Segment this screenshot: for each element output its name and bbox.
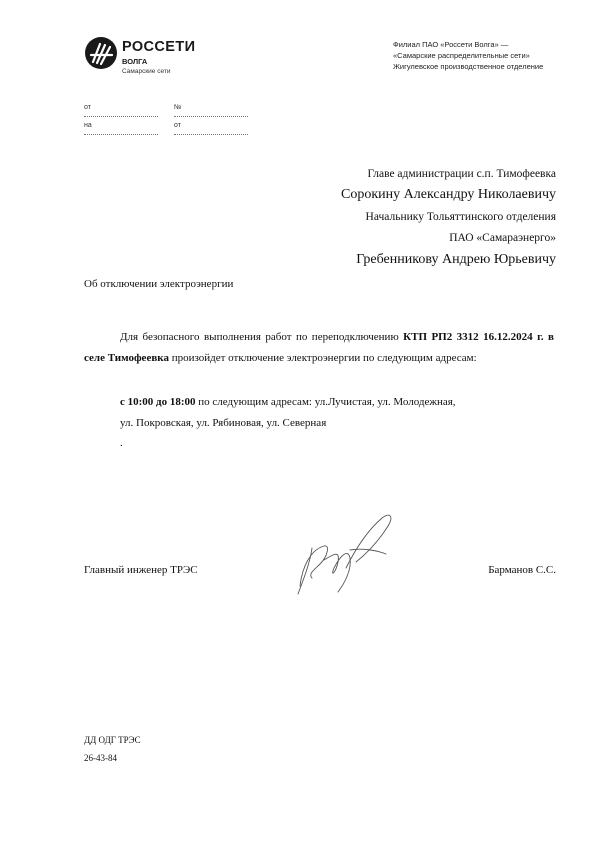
number-label: № [174,104,182,111]
body-paragraph-2 [84,392,590,413]
logo-region-text: Самарские сети [122,68,171,75]
body-p1-bold: КТП РП2 3312 16.12.2024 г. в селе Тимофеевка [84,331,554,364]
body-paragraph-1 [84,327,554,369]
rosseti-logo-icon [84,36,118,70]
body-p2-bold: с 10:00 до 18:00 [120,396,196,408]
number-field-line [174,116,248,117]
body-p2-text: по следующим адресам: ул.Лучистая, ул. Молодежная, [195,396,456,408]
addressee-line-1: Главе администрации с.п. Тимофеевка [367,168,556,180]
handwritten-signature [290,508,410,598]
reply-to-label: на [84,122,92,129]
org-line-2: «Самарские распределительные сети» [393,51,530,60]
org-line-3: Жигулевское производственное отделение [393,62,544,71]
body-paragraph-3: ул. Покровская, ул. Рябиновая, ул. Северная [120,417,327,429]
signer-name: Барманов С.С. [488,564,556,576]
addressee-line-4: ПАО «Самараэнерго» [449,232,556,244]
addressee-line-5: Гребенникову Андрею Юрьевичу [356,252,556,267]
body-p1-text-c: произойдет отключение электроэнергии по следующим адресам: [168,352,477,364]
footer-phone: 26-43-84 [84,753,117,763]
reply-to-field-line [84,134,158,135]
letter-subject: Об отключении электроэнергии [84,278,234,290]
signer-role: Главный инженер ТРЭС [84,564,198,576]
footer-department: ДД ОДГ ТРЭС [84,735,141,745]
reply-date-label: от [174,122,181,129]
org-line-1: Филиал ПАО «Россети Волга» — [393,40,509,49]
logo-sub-text: ВОЛГА [122,57,148,66]
addressee-line-3: Начальнику Тольяттинского отделения [365,211,556,223]
reply-date-field-line [174,134,248,135]
body-p1-text-a: Для безопасного выполнения работ по переподключению [120,331,404,343]
addressee-line-2: Сорокину Александру Николаевичу [341,187,556,202]
date-field-line [84,116,158,117]
body-dot: . [120,437,123,449]
logo-main-text: РОССЕТИ [122,39,196,55]
date-label: от [84,104,91,111]
